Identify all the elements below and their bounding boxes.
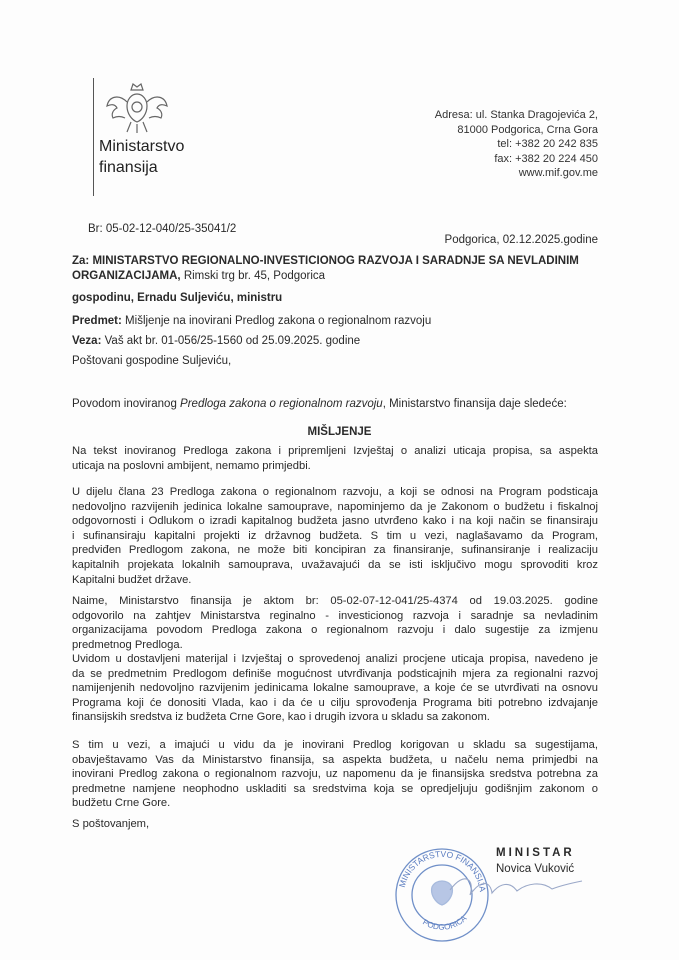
paragraph-line: obavještavamo Vas da Ministarstvo finansija, sa aspekta budžeta, u načelu nema primjedbi na [72, 753, 598, 766]
paragraph-line: budžetu Crne Gore. [72, 797, 171, 810]
coat-of-arms-icon [103, 80, 171, 135]
paragraph-line: S tim u vezi, a imajući u vidu da je inovirani Predlog korigovan u skladu sa sugestijama, [72, 739, 598, 751]
paragraph-line: Uvidom u dostavljeni materijal i Izvještaj o sprovedenoj analizi procjene uticaja propisa, navedeno je [72, 653, 598, 665]
paragraph-line: odgovorilo na zahtjev Ministarstva reginalno - investicionog razvoja i saradnje sa nevladinim [72, 609, 598, 622]
intro-after: , Ministarstvo finansija daje sledeće: [382, 398, 567, 410]
reference-number: Br: 05-02-12-040/25-35041/2 [88, 223, 237, 235]
document-date: Podgorica, 02.12.2025.godine [444, 234, 598, 246]
paragraph-line: inovirani Predlog zakona o regionalnom razvoju, uz napomenu da je finansijska sredstva potrebna za [72, 768, 598, 781]
intro-italic: Predloga zakona o regionalnom razvoju [180, 398, 383, 410]
address-line: Adresa: ul. Stanka Dragojevića 2, [434, 109, 598, 121]
address-line: 81000 Podgorica, Crna Gora [457, 123, 598, 136]
ministry-name [99, 136, 184, 178]
ministry-name-line2: finansija [99, 159, 158, 176]
body-paragraph [72, 444, 598, 473]
paragraph-line: finansijskih sredstva iz budžeta Crne Gore, kao i drugih izvora u skladu sa zakonom. [72, 711, 490, 724]
paragraph-line: da se predmetnim Predlogom definiše mogućnost utvrđivanja podsticajnih mjera za regionalni razvoj [72, 667, 598, 680]
address-line: fax: +382 20 224 450 [494, 152, 598, 165]
paragraph-line: Programa koji će donositi Vlada, kao i da će u cilju sprovođenja Programa biti potrebno izdvajanje [72, 696, 598, 709]
closing: S poštovanjem, [72, 818, 150, 830]
signatory-title: MINISTAR [496, 847, 575, 859]
paragraph-line: organizacijama povodom Predloga zakona o regionalnom razvoju i dalo sugestije za izmjenu [72, 624, 598, 637]
recipient-person: gospodinu, Ernadu Suljeviću, ministru [72, 292, 283, 305]
recipient-org-cont: ORGANIZACIJAMA, [72, 269, 181, 282]
intro-before: Povodom inoviranog [72, 398, 181, 410]
recipient-org: MINISTARSTVO REGIONALNO-INVESTICIONOG RAZVOJA I SARADNJE SA NEVLADINIM [92, 255, 579, 267]
address-line: tel: +382 20 242 835 [497, 138, 598, 150]
body-paragraph [72, 485, 598, 587]
opinion-heading: MIŠLJENJE [307, 426, 372, 438]
paragraph-line: predmetnog Predloga. [72, 638, 183, 651]
paragraph-line: U dijelu člana 23 Predloga zakona o regionalnom razvoju, a koji se odnosi na Program podsticaja [72, 486, 598, 498]
subject-label: Predmet: [72, 315, 122, 327]
body-paragraph [72, 594, 598, 652]
link-text: Vaš akt br. 01-056/25-1560 od 25.09.2025. godine [101, 335, 361, 347]
paragraph-line: Na tekst inoviranog Predloga zakona i pripremljeni Izvještaj o analizi uticaja propisa, sa aspekta [72, 445, 598, 457]
paragraph-line: i sufinansiraju kapitalni projekti iz državnog budžeta. S tim u vezi, naglašavamo da Program, [72, 529, 598, 542]
recipient-address: Rimski trg br. 45, Podgorica [180, 269, 326, 282]
contact-address [435, 108, 598, 181]
subject-text: Mišljenje na inovirani Predlog zakona o regionalnom razvoju [121, 315, 432, 327]
intro-line [72, 398, 598, 410]
paragraph-line: kapitalnih projekata lokalnih samouprava, uvažavajući da se isti isključivo mogu sprovoditi kroz [72, 558, 598, 571]
link-label: Veza: [72, 335, 102, 347]
link-line [72, 335, 598, 347]
paragraph-line: namijenjenih nedovoljno razvijenim jedinicama lokalne samouprave, a koje će se utvrđivati na osnovu [72, 682, 598, 695]
recipient-block [72, 254, 598, 306]
stamp-bottom-text: PODGORICA [421, 913, 469, 932]
paragraph-line: Naime, Ministarstvo finansija je aktom br: 05-02-07-12-041/25-4374 od 19.03.2025. godine [72, 595, 598, 607]
za-label: Za: [72, 255, 90, 267]
svg-text:PODGORICA [421, 913, 469, 931]
paragraph-line: predmetne namjene neophodno uskladiti sa sredstvima koja se opredjeljuju godišnjim zakonom o [72, 782, 598, 795]
stamp-ring-text: MINISTARSTVO FINANSIJA [396, 848, 488, 893]
paragraph-line: odgovornosti i Odlukom o izradi kapitalnog budžeta jasno utvrđeno kako i na koji način se finansiraju [72, 515, 598, 528]
greeting: Poštovani gospodine Suljeviću, [72, 355, 232, 367]
address-line: www.mif.gov.me [518, 167, 598, 179]
header-divider [93, 78, 94, 196]
body-paragraph [72, 652, 598, 725]
paragraph-line: predviđen Predlogom zakona, ne može biti koncipiran za finansiranje, sufinansiranje i realizaciju [72, 544, 598, 557]
signatory-name: Novica Vuković [496, 863, 575, 875]
paragraph-line: Kapitalni budžet države. [72, 573, 192, 586]
paragraph-line: nedovoljno razvijenih jedinica lokalne samouprave, napominjemo da je Zakonom o budžetu i fiskalnoj [72, 500, 598, 513]
signature-block [496, 845, 575, 877]
body-paragraph [72, 738, 598, 811]
subject-line [72, 315, 598, 327]
paragraph-line: uticaja na poslovni ambijent, nemamo primjedbi. [72, 459, 311, 472]
ministry-name-line1: Ministarstvo [99, 138, 185, 155]
